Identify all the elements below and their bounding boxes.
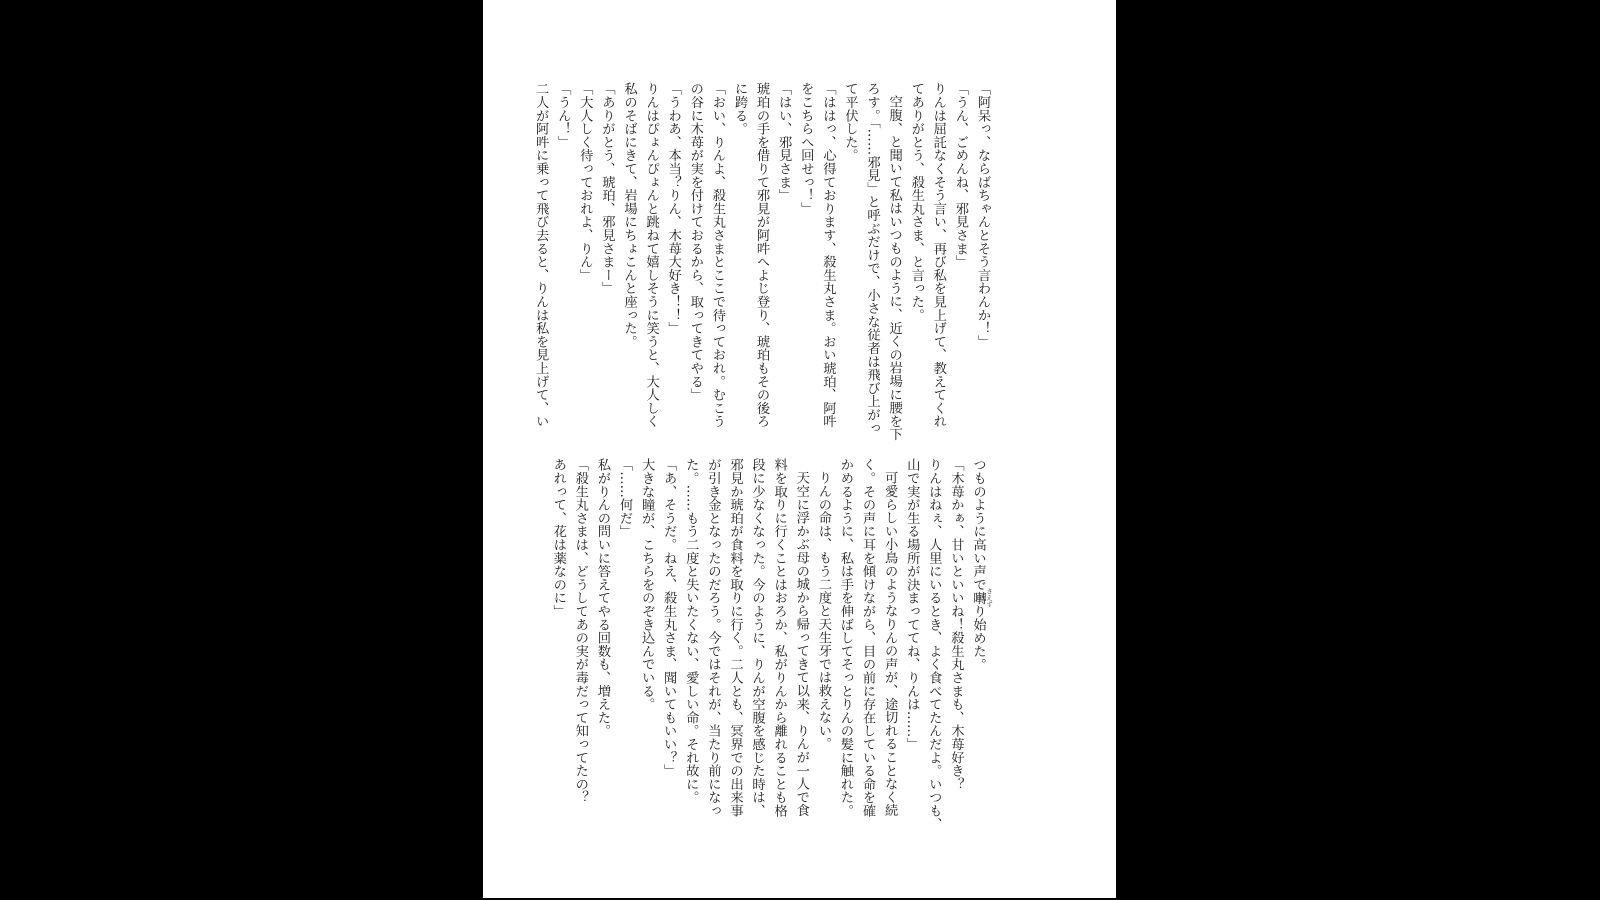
text-line: 「うん、ごめんね、邪見さま」	[952, 82, 968, 269]
text-line: 「……何だ」	[617, 458, 632, 538]
text-line: 私のそばにきて、岩場にちょこんと座った。	[621, 82, 637, 348]
text-line: 邪見か琥珀が食料を取りに行く。二人とも、冥界での出来事	[727, 458, 743, 818]
ruby-annotation	[970, 588, 993, 608]
text-line: りんの命は、もう二度と天生牙では救えない。	[815, 471, 831, 751]
text-line: 「おい、りんよ、殺生丸さまとここで待っておれ。むこう	[709, 82, 725, 428]
text-line: 「うん！」	[555, 82, 571, 149]
text-line: りんはぴょんぴょんと跳ねて嬉しそうに笑うと、大人しく	[643, 82, 659, 428]
text-line: ろす。「……邪見」と呼ぶだけで、小さな従者は飛び上がっ	[864, 82, 880, 435]
text-line: た。……もう二度と失いたくない、愛しい命。それ故に。	[683, 458, 699, 804]
ruby-suffix: り始めた。	[970, 604, 986, 671]
text-line: 山で実が生る場所が決まっててね、りんは……」	[904, 458, 920, 751]
text-line: をこちらへ回せっ！」	[798, 82, 814, 215]
document-page	[483, 0, 1116, 898]
text-line: く。その声に耳を傾けながら、目の前に存在している命を確	[860, 458, 876, 818]
text-line: 「あ、そうだ。ねえ、殺生丸さま、聞いてもいい？」	[661, 458, 677, 778]
text-line: りんはねぇ、人里にいるとき、よく食べてたんだよ。いつも、	[926, 458, 942, 831]
text-line: あれって、花は薬なのに」	[550, 458, 566, 618]
text-line: 「はい、邪見さま」	[776, 82, 792, 202]
text-line: 「木苺かぁ、甘いといいね！殺生丸さまも、木苺好き？	[948, 458, 964, 791]
text-line: て平伏した。	[842, 82, 858, 162]
text-line: 空腹、と聞いて私はいつものように、近くの岩場に腰を下	[886, 95, 902, 442]
text-line: が引き金となったのだろう。今ではそれが、当たり前になっ	[705, 458, 721, 818]
text-line: かめるように、私は手を伸ばしてそっとりんの髪に触れた。	[837, 458, 853, 818]
text-line: 天空に浮かぶ母の城から帰ってきて以来、りんが一人で食	[793, 471, 809, 818]
text-line: 二人が阿吽に乗って飛び去ると、りんは私を見上げて、い	[533, 82, 549, 428]
text-line: 「大人しく待っておれよ、りん」	[577, 82, 593, 282]
text-line: 私がりんの問いに答えてやる回数も、増えた。	[594, 458, 610, 738]
text-line: 段に少なくなった。今のように、りんが空腹を感じた時は、	[749, 458, 765, 818]
text-line: 可愛らしい小鳥のようなりんの声が、途切れることなく続	[882, 471, 898, 818]
text-line: 大きな瞳が、こちらをのぞき込んでいる。	[639, 458, 655, 711]
text-line: 「うわあ、本当？りん、木苺大好き！！」	[665, 82, 681, 335]
text-line: てありがとう、殺生丸さま、と言った。	[908, 82, 924, 322]
text-line-with-ruby	[966, 458, 993, 836]
upper-text-block	[533, 82, 993, 442]
text-line: に跨る。	[731, 82, 747, 136]
text-line: 料を取りに行くことはおろか、私がりんから離れることも格	[771, 458, 787, 818]
lower-text-block	[550, 458, 993, 836]
text-line: 「殺生丸さまは、どうしてあの実が毒だって知ってたの？	[572, 458, 588, 804]
text-line: 「ありがとう、琥珀、邪見さまー」	[599, 82, 615, 295]
text-line: 琥珀の手を借りて邪見が阿吽へよじ登り、琥珀もその後ろ	[754, 82, 770, 428]
ruby-base: 囀	[970, 588, 986, 608]
text-line: 「ははっ、心得ております、殺生丸さま。おい琥珀、阿吽	[820, 82, 836, 428]
ruby-prefix: つものように高い声で	[970, 458, 986, 591]
text-line: 「阿呆っ、ならばちゃんとそう言わんか！」	[975, 82, 990, 348]
text-line: の谷に木苺が実を付けておるから、取ってきてやる」	[687, 82, 703, 402]
text-line: りんは屈託なくそう言い、再び私を見上げて、教えてくれ	[930, 82, 946, 428]
ruby-reading: さえず	[985, 588, 993, 608]
